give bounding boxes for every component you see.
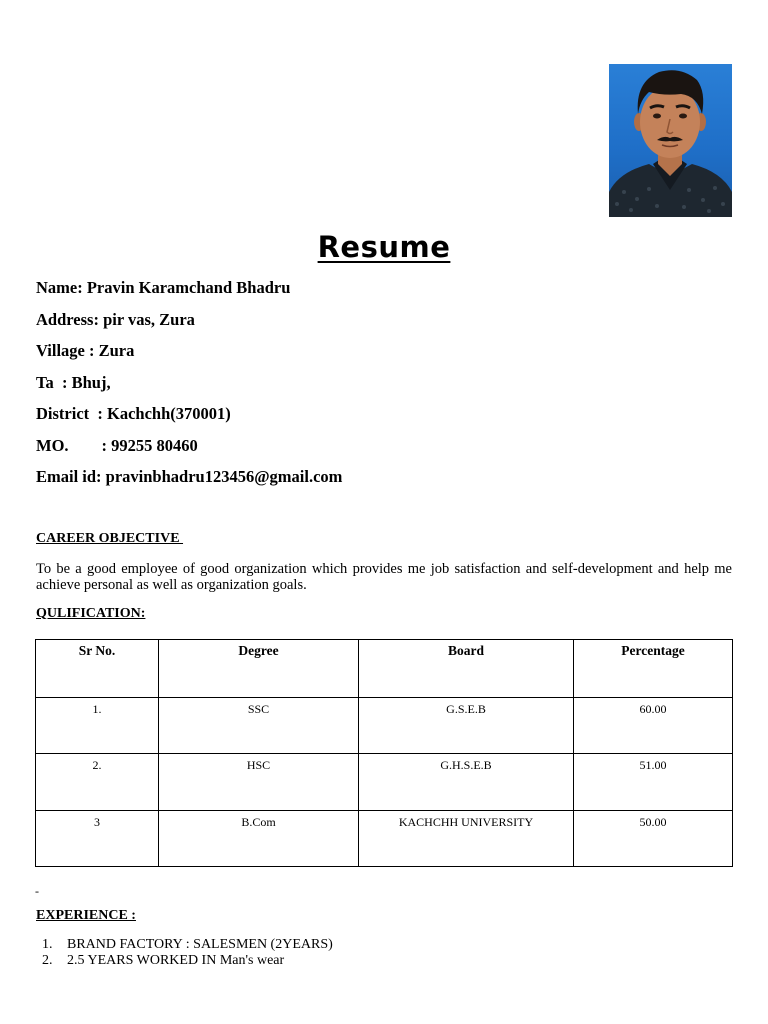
mobile-line: MO. : 99255 80460 bbox=[36, 436, 198, 455]
list-item bbox=[42, 953, 333, 969]
village-line: Village : Zura bbox=[36, 341, 135, 360]
page-title: Resume bbox=[317, 230, 451, 264]
table-row bbox=[36, 810, 733, 866]
experience-heading: EXPERIENCE : bbox=[36, 908, 136, 923]
career-objective-text: To be a good employee of good organization which provides me job satisfaction and self-development and help me achieve personal as well as organization goals. bbox=[36, 561, 732, 593]
address-line: Address: pir vas, Zura bbox=[36, 310, 195, 329]
column-header-board: Board bbox=[359, 640, 574, 698]
cell-sr-no: 1. bbox=[36, 698, 159, 754]
qualification-table bbox=[35, 639, 733, 867]
cell-degree: HSC bbox=[159, 754, 359, 810]
district-line: District : Kachchh(370001) bbox=[36, 404, 231, 423]
person-portrait-icon bbox=[609, 64, 732, 217]
table-row bbox=[36, 754, 733, 810]
cell-percentage: 50.00 bbox=[574, 810, 733, 866]
list-item-text: BRAND FACTORY : SALESMEN (2YEARS) bbox=[67, 937, 333, 952]
separator-dash: - bbox=[35, 884, 39, 898]
qualification-heading: QULIFICATION: bbox=[36, 606, 146, 621]
column-header-percentage: Percentage bbox=[574, 640, 733, 698]
taluka-line: Ta : Bhuj, bbox=[36, 373, 111, 392]
profile-photo bbox=[609, 64, 732, 217]
cell-board: KACHCHH UNIVERSITY bbox=[359, 810, 574, 866]
cell-board: G.H.S.E.B bbox=[359, 754, 574, 810]
cell-degree: SSC bbox=[159, 698, 359, 754]
name-line: Name: Pravin Karamchand Bhadru bbox=[36, 278, 291, 297]
cell-sr-no: 2. bbox=[36, 754, 159, 810]
column-header-degree: Degree bbox=[159, 640, 359, 698]
table-row bbox=[36, 698, 733, 754]
career-objective-heading: CAREER OBJECTIVE bbox=[36, 531, 184, 546]
cell-percentage: 51.00 bbox=[574, 754, 733, 810]
list-item bbox=[42, 937, 333, 953]
cell-degree: B.Com bbox=[159, 810, 359, 866]
column-header-sr-no: Sr No. bbox=[36, 640, 159, 698]
experience-list bbox=[42, 937, 333, 969]
cell-percentage: 60.00 bbox=[574, 698, 733, 754]
list-item-text: 2.5 YEARS WORKED IN Man's wear bbox=[67, 953, 285, 968]
list-item-number: 1. bbox=[42, 937, 53, 952]
cell-board: G.S.E.B bbox=[359, 698, 574, 754]
cell-sr-no: 3 bbox=[36, 810, 159, 866]
table-header-row bbox=[36, 640, 733, 698]
email-line: Email id: pravinbhadru123456@gmail.com bbox=[36, 467, 343, 486]
list-item-number: 2. bbox=[42, 953, 53, 968]
